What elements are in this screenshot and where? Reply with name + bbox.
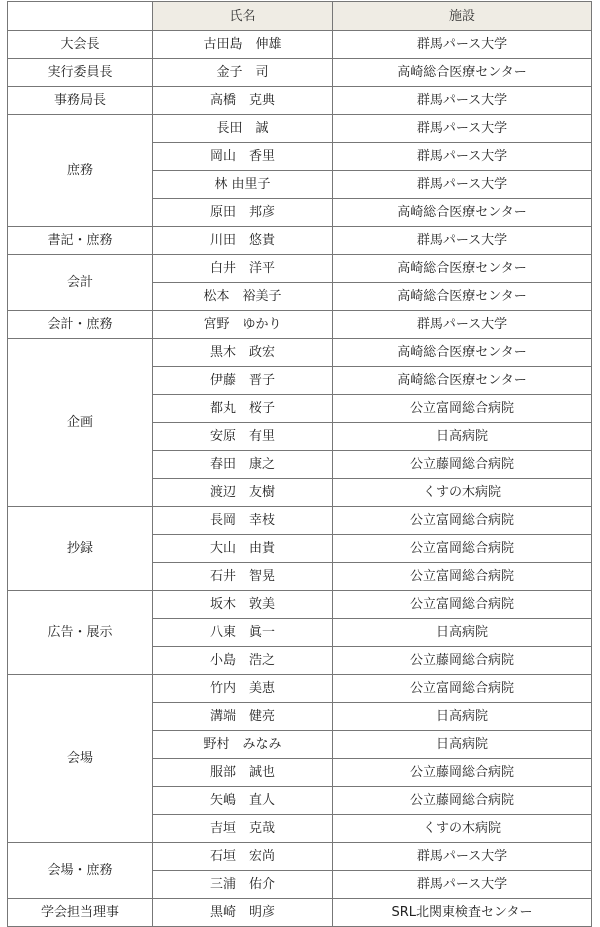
member-name-cell: 松本 裕美子 <box>153 283 333 311</box>
table-row <box>8 227 592 255</box>
header-row <box>8 2 592 31</box>
role-cell: 会計 <box>8 255 153 311</box>
role-cell: 実行委員長 <box>8 59 153 87</box>
name-column-header: 氏名 <box>153 2 333 31</box>
member-name-cell: 服部 誠也 <box>153 759 333 787</box>
member-facility-cell: 公立藤岡総合病院 <box>333 787 592 815</box>
member-facility-cell: 群馬パース大学 <box>333 171 592 199</box>
member-facility-cell: 公立富岡総合病院 <box>333 507 592 535</box>
member-name-cell: 川田 悠貴 <box>153 227 333 255</box>
member-name-cell: 石垣 宏尚 <box>153 843 333 871</box>
member-facility-cell: 公立富岡総合病院 <box>333 563 592 591</box>
member-name-cell: 渡辺 友樹 <box>153 479 333 507</box>
member-facility-cell: 公立富岡総合病院 <box>333 535 592 563</box>
table-row <box>8 591 592 619</box>
member-name-cell: 岡山 香里 <box>153 143 333 171</box>
member-facility-cell: くすの木病院 <box>333 815 592 843</box>
table-row <box>8 843 592 871</box>
role-cell: 抄録 <box>8 507 153 591</box>
table-header <box>8 2 592 31</box>
member-facility-cell: 高崎総合医療センター <box>333 255 592 283</box>
member-name-cell: 小島 浩之 <box>153 647 333 675</box>
member-name-cell: 高橋 克典 <box>153 87 333 115</box>
table-row <box>8 87 592 115</box>
member-name-cell: 溝端 健亮 <box>153 703 333 731</box>
member-facility-cell: 公立藤岡総合病院 <box>333 647 592 675</box>
member-facility-cell: 群馬パース大学 <box>333 87 592 115</box>
member-name-cell: 黒崎 明彦 <box>153 899 333 927</box>
member-facility-cell: 群馬パース大学 <box>333 115 592 143</box>
member-facility-cell: 群馬パース大学 <box>333 311 592 339</box>
member-facility-cell: 高崎総合医療センター <box>333 59 592 87</box>
member-name-cell: 竹内 美恵 <box>153 675 333 703</box>
member-name-cell: 伊藤 晋子 <box>153 367 333 395</box>
member-facility-cell: 日高病院 <box>333 423 592 451</box>
table-row <box>8 255 592 283</box>
member-name-cell: 長岡 幸枝 <box>153 507 333 535</box>
role-column-header <box>8 2 153 31</box>
member-name-cell: 都丸 桜子 <box>153 395 333 423</box>
member-facility-cell: 群馬パース大学 <box>333 143 592 171</box>
member-name-cell: 三浦 佑介 <box>153 871 333 899</box>
member-facility-cell: SRL北関東検査センター <box>333 899 592 927</box>
table-row <box>8 899 592 927</box>
member-name-cell: 白井 洋平 <box>153 255 333 283</box>
member-name-cell: 宮野 ゆかり <box>153 311 333 339</box>
member-facility-cell: 公立富岡総合病院 <box>333 591 592 619</box>
facility-column-header: 施設 <box>333 2 592 31</box>
table-row <box>8 115 592 143</box>
role-cell: 書記・庶務 <box>8 227 153 255</box>
member-name-cell: 金子 司 <box>153 59 333 87</box>
member-name-cell: 矢嶋 直人 <box>153 787 333 815</box>
member-name-cell: 安原 有里 <box>153 423 333 451</box>
member-facility-cell: くすの木病院 <box>333 479 592 507</box>
role-cell: 会場・庶務 <box>8 843 153 899</box>
role-cell: 会計・庶務 <box>8 311 153 339</box>
member-facility-cell: 日高病院 <box>333 703 592 731</box>
member-facility-cell: 高崎総合医療センター <box>333 199 592 227</box>
table-row <box>8 311 592 339</box>
member-facility-cell: 公立藤岡総合病院 <box>333 759 592 787</box>
member-facility-cell: 日高病院 <box>333 619 592 647</box>
member-name-cell: 林 由里子 <box>153 171 333 199</box>
committee-roster-table <box>7 1 592 927</box>
member-facility-cell: 公立藤岡総合病院 <box>333 451 592 479</box>
member-facility-cell: 公立富岡総合病院 <box>333 395 592 423</box>
role-cell: 広告・展示 <box>8 591 153 675</box>
role-cell: 学会担当理事 <box>8 899 153 927</box>
member-facility-cell: 高崎総合医療センター <box>333 283 592 311</box>
member-facility-cell: 日高病院 <box>333 731 592 759</box>
member-name-cell: 長田 誠 <box>153 115 333 143</box>
role-cell: 事務局長 <box>8 87 153 115</box>
member-name-cell: 原田 邦彦 <box>153 199 333 227</box>
member-name-cell: 古田島 伸雄 <box>153 31 333 59</box>
table-row <box>8 339 592 367</box>
table-row <box>8 59 592 87</box>
member-name-cell: 吉垣 克哉 <box>153 815 333 843</box>
member-facility-cell: 群馬パース大学 <box>333 871 592 899</box>
role-cell: 会場 <box>8 675 153 843</box>
role-cell: 企画 <box>8 339 153 507</box>
member-facility-cell: 公立富岡総合病院 <box>333 675 592 703</box>
member-name-cell: 八東 眞一 <box>153 619 333 647</box>
member-facility-cell: 高崎総合医療センター <box>333 339 592 367</box>
member-facility-cell: 群馬パース大学 <box>333 227 592 255</box>
member-name-cell: 石井 智晃 <box>153 563 333 591</box>
table-body <box>8 31 592 927</box>
role-cell: 大会長 <box>8 31 153 59</box>
table-row <box>8 31 592 59</box>
member-name-cell: 野村 みなみ <box>153 731 333 759</box>
role-cell: 庶務 <box>8 115 153 227</box>
table-row <box>8 675 592 703</box>
member-name-cell: 坂木 敦美 <box>153 591 333 619</box>
member-facility-cell: 群馬パース大学 <box>333 31 592 59</box>
member-facility-cell: 高崎総合医療センター <box>333 367 592 395</box>
member-name-cell: 春田 康之 <box>153 451 333 479</box>
member-name-cell: 大山 由貴 <box>153 535 333 563</box>
table-row <box>8 507 592 535</box>
member-facility-cell: 群馬パース大学 <box>333 843 592 871</box>
member-name-cell: 黒木 政宏 <box>153 339 333 367</box>
